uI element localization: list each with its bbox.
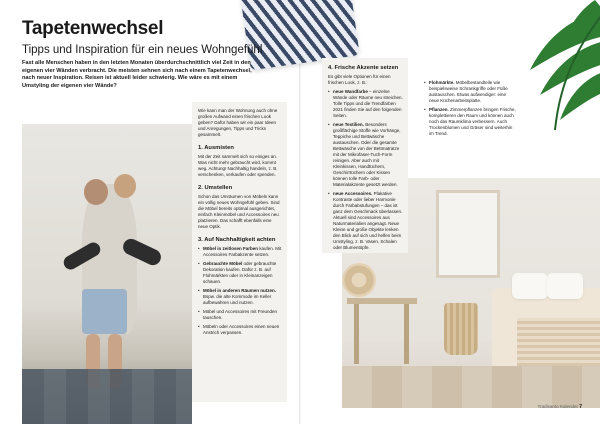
section-4-text: Es gibt viele Optionen für einen frischen Look, z. B.: <box>328 74 391 85</box>
list-item: • Möbel in zeitlosen Farben kaufen. Mit Accessoires Farbakzente setzen. <box>198 246 282 258</box>
section-3-list <box>198 246 282 336</box>
footer-text: Tradisanto Kalender <box>537 404 578 409</box>
list-item: • neue Textilien. Besonders großflächige Stoffe wie Vorhänge, Teppiche und Bettwäsche austauschen. Oder die gesamte Bettwäsche von der Bettmatratze mit der Mikrofaser-Tuch-Form reinigen. Aber auch mit Kleinkissen, Handtüchern, Geschirrtüchern oder Kissen können tolle Farb- oder Materialakzente gesetzt werden. <box>328 122 404 188</box>
list-item: • Möbeln oder Accessoires einen neuen Anstrich verpassen. <box>198 324 282 336</box>
section-2-heading: 2. Umstellen <box>198 185 233 191</box>
list-item: • neue Accessoires. Plakative Kontraste oder lieber Harmonie durch Farbabstufungen – das ist ganz dem Geschmack überlassen. Aktuell sind Accessoires aus Naturmaterialien angesagt. Neue Kleine und große Objekte lenken den Blick auf sich und helfen beim Umstyling, z. B. Vasen, Schalen oder Blumentöpfe. <box>328 191 404 251</box>
list-item: • neue Wandfarbe – einzelne Wände oder Räume neu streichen. Tolle Tipps und die Trendfarben 2021 finden Sie auf den folgenden Seiten. <box>328 89 404 119</box>
section-2-text: Schon das Umräumen von Möbeln kann ein völlig neues Wohngefühl geben. Sind die Möbel bereits optimal ausgerichtet, einfach Kleinmöbel und Accessoires neu platzieren. Das schafft ebenfalls eine neue Optik. <box>198 194 280 229</box>
section-1-heading: 1. Ausmisten <box>198 145 234 151</box>
couple-photo <box>22 124 192 424</box>
page-number: 7 <box>579 404 582 410</box>
right-text-column <box>424 80 516 140</box>
list-item: • Möbel in anderen Räumen nutzen. Bspw. die alte Kommode im Keller aufbewahren und nutzen. <box>198 288 282 306</box>
list-item: • Flohmärkte. Möbelbestandteile wie beispielsweise Schrankgriffe oder Füße austauschen. Etwas aufwendiger: eine neue Küchenarbeitsplatte. <box>424 80 516 104</box>
section-4-list <box>328 89 404 251</box>
page-gutter <box>299 0 301 424</box>
page-footer <box>538 404 582 410</box>
list-item: • Pflanzen. Zimmerpflanzen bringen Frische, komplettieren den Raum und können auch noch das Raumklima verbessern. Auch Trockenblumen und Gräser sind weiterhin im Trend. <box>424 107 516 137</box>
page-subtitle: Tipps und Inspiration für ein neues Wohngefühl <box>22 44 263 56</box>
left-text-card <box>192 102 287 402</box>
section-3-heading: 3. Auf Nachhaltigkeit achten <box>198 237 276 243</box>
right-text-card <box>322 58 408 253</box>
intro-paragraph: Fast alle Menschen haben in den letzten Monaten überdurchschnittlich viel Zeit in den eigenen vier Wänden verbracht. Die meisten sehnen sich nach einem Tapetenwechsel, nach neuer Inspiration. Reisen ist aktuell leider schwierig. Wie wäre es mit einem Umstyling der eigenen vier Wände? <box>22 60 252 89</box>
list-item: • Gebrauchte Möbel oder gebrauchte Dekoration kaufen. Dafür z. B. auf Flohmärkten oder in Kleinanzeigen schauen. <box>198 261 282 285</box>
right-column-list <box>424 80 516 137</box>
section-1-text: Mit der Zeit sammelt sich so einiges an. Was nicht mehr gebraucht wird, kommt weg. Achtung! Nachhaltig handeln, z. B. verschenken, verkaufen oder spenden. <box>198 154 278 177</box>
card-intro: Wie kann man der Wohnung auch ohne großen Aufwand einen frischen Look geben? Dafür haben wir ein paar Ideen und Anregungen, Tipps und Tricks gesammelt. <box>198 108 278 137</box>
list-item: • Möbel und Accessoires mit Freunden tauschen. <box>198 309 282 321</box>
page-title: Tapetenwechsel <box>22 18 164 39</box>
section-4-heading: 4. Frische Akzente setzen <box>328 65 399 71</box>
